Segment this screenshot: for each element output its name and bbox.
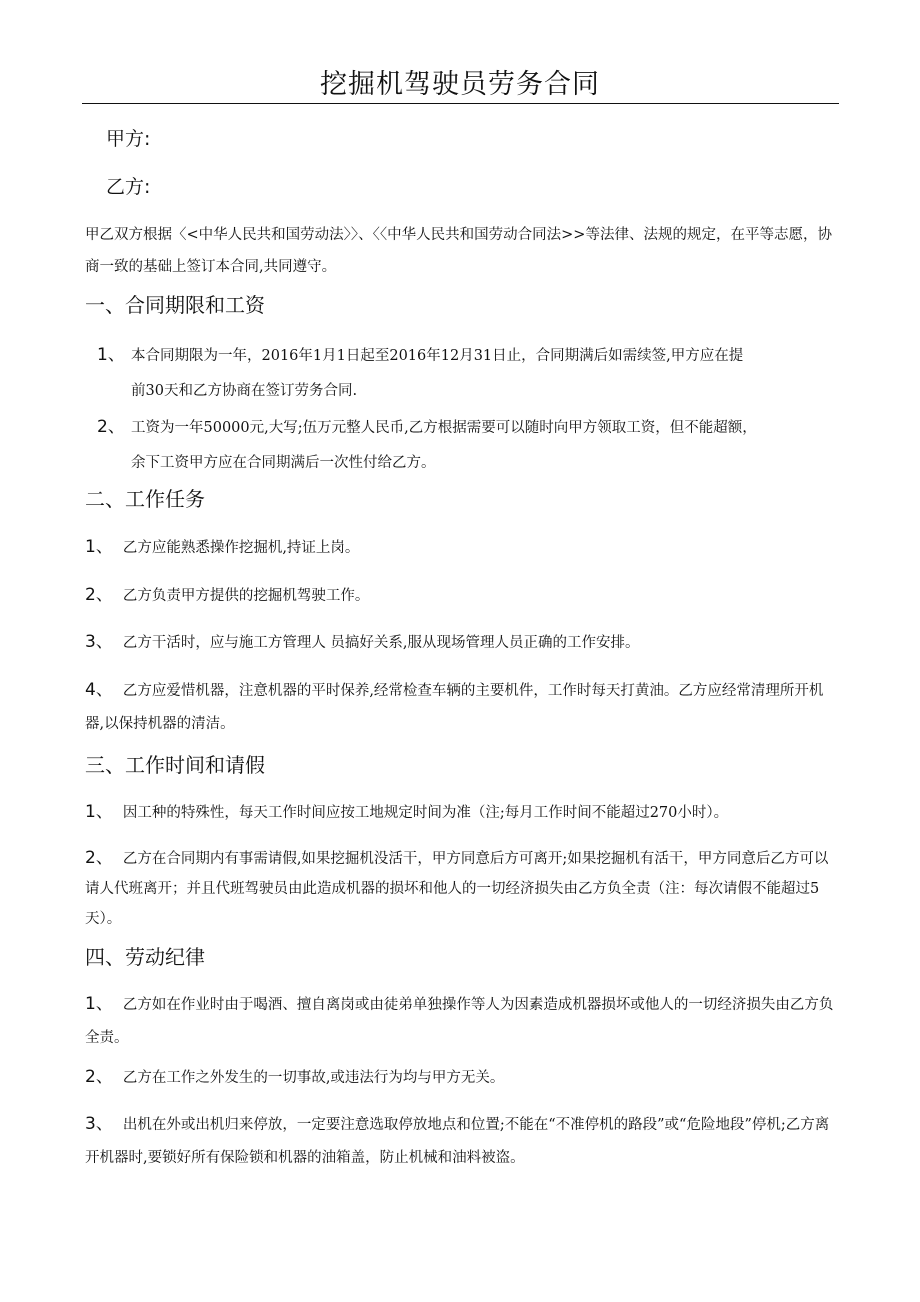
section1-item-1 [97, 338, 839, 409]
item-text: 乙方应爱惜机器，注意机器的平时保养,经常检查车辆的主要机件，工作时每天打黄油。乙方应经常清理所开机器,以保持机器的清洁。 [85, 683, 824, 732]
item-text: 本合同期限为一年，2016年1月1日起至2016年12月31日止，合同期满后如需续签,甲方应在提 [131, 348, 744, 364]
item-text-continued: 余下工资甲方应在合同期满后一次性付给乙方。 [131, 455, 436, 471]
item-number: 3、 [85, 632, 113, 652]
title-underline [82, 103, 839, 104]
item-number: 1、 [85, 994, 113, 1014]
section-heading-3: 三、工作时间和请假 [85, 753, 265, 777]
section3-item-2 [85, 843, 837, 934]
section2-item-2 [85, 579, 837, 613]
section2-item-3 [85, 626, 837, 660]
party-a-label: 甲方: [106, 128, 151, 150]
section4-item-2 [85, 1061, 837, 1095]
party-b-label: 乙方: [106, 176, 151, 198]
item-number: 2、 [97, 417, 125, 437]
section-heading-2: 二、工作任务 [85, 487, 205, 511]
item-text: 乙方干活时，应与施工方管理人 员搞好关系,服从现场管理人员正确的工作安排。 [122, 635, 640, 651]
document-title: 挖掘机驾驶员劳务合同 [320, 69, 600, 100]
item-text: 因工种的特殊性，每天工作时间应按工地规定时间为准（注;每月工作时间不能超过270小时）。 [122, 805, 729, 821]
preamble-paragraph: 甲乙双方根据〈<中华人民共和国劳动法〉〉、〈〈中华人民共和国劳动合同法>>等法律、法规的规定，在平等志愿，协商一致的基础上签订本合同,共同遵守。 [85, 227, 832, 275]
section4-item-1 [85, 988, 837, 1055]
item-number: 2、 [85, 585, 113, 605]
section3-item-1 [85, 796, 837, 830]
item-number: 3、 [85, 1114, 113, 1134]
section2-item-4 [85, 674, 837, 741]
section1-item-2 [97, 410, 839, 481]
item-number: 2、 [85, 848, 113, 868]
item-text: 乙方如在作业时由于喝酒、擅自离岗或由徒弟单独操作等人为因素造成机器损坏或他人的一切经济损失由乙方负全责。 [85, 997, 834, 1046]
item-number: 2、 [85, 1067, 113, 1087]
item-text: 乙方在工作之外发生的一切事故,或违法行为均与甲方无关。 [122, 1070, 505, 1086]
item-text: 乙方应能熟悉操作挖掘机,持证上岗。 [122, 540, 360, 556]
item-text: 出机在外或出机归来停放，一定要注意选取停放地点和位置;不能在“不准停机的路段”或“危险地段”停机;乙方离开机器时,要锁好所有保险锁和机器的油箱盖，防止机械和油料被盗。 [85, 1117, 830, 1166]
item-text: 乙方在合同期内有事需请假,如果挖掘机没活干，甲方同意后方可离开;如果挖掘机有活干，甲方同意后乙方可以请人代班离开；并且代班驾驶员由此造成机器的损坏和他人的一切经济损失由乙方负全责（注：每次请假不能超过5天）。 [85, 851, 829, 927]
section-heading-1: 一、合同期限和工资 [85, 293, 265, 317]
item-text: 乙方负责甲方提供的挖掘机驾驶工作。 [122, 588, 370, 604]
section4-item-3 [85, 1108, 837, 1175]
section2-item-1 [85, 531, 837, 565]
item-number: 1、 [85, 802, 113, 822]
item-number: 1、 [97, 345, 125, 365]
item-text-continued: 前30天和乙方协商在签订劳务合同. [131, 383, 358, 399]
item-text: 工资为一年50000元,大写;伍万元整人民币,乙方根据需要可以随时向甲方领取工资，但不能超额， [131, 420, 757, 436]
item-number: 4、 [85, 680, 113, 700]
section-heading-4: 四、劳动纪律 [85, 945, 205, 969]
item-number: 1、 [85, 537, 113, 557]
